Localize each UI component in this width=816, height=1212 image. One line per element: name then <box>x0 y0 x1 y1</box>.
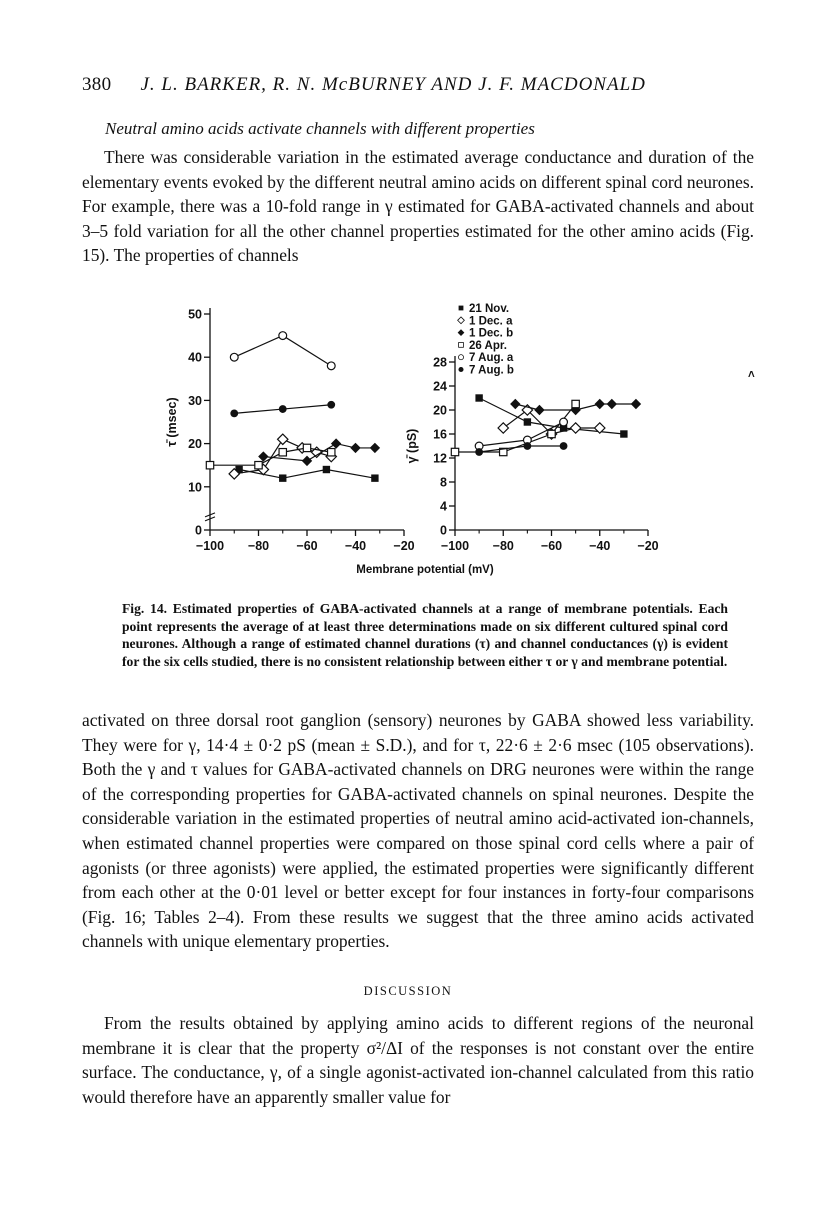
legend-label: 1 Dec. b <box>469 327 514 340</box>
y-tick-label: 0 <box>440 523 447 538</box>
data-point <box>524 418 531 425</box>
y-tick-label: 24 <box>433 379 447 394</box>
x-tick-label: −60 <box>296 539 318 553</box>
tau-chart <box>165 308 415 554</box>
data-point <box>230 409 238 417</box>
data-point <box>548 430 555 437</box>
x-tick-label: −40 <box>344 539 367 553</box>
data-point <box>475 394 482 401</box>
y-tick-label: 20 <box>188 437 202 452</box>
legend-marker <box>459 342 464 347</box>
data-point <box>279 474 286 481</box>
page-number: 380 <box>82 74 112 95</box>
figure-caption: Fig. 14. Estimated properties of GABA-activated channels at a range of membrane potentials. Each point represents the average of at least three determinations made on six different cultured spinal cord neurones. Although a range of estimated channel durations (τ) and channel conductances (γ) is evident for the six cells studied, there is no consistent relationship between either τ or γ and membrane potential. <box>122 601 728 669</box>
y-tick-label: 10 <box>188 480 202 495</box>
figure-14 <box>0 290 816 595</box>
data-point <box>279 405 287 413</box>
legend-label: 1 Dec. a <box>469 315 513 328</box>
legend-marker <box>458 317 465 324</box>
series-line-26-apr- <box>455 404 576 452</box>
legend-marker <box>459 306 464 311</box>
paragraph-2: activated on three dorsal root ganglion (sensory) neurones by GABA showed less variability. They were for γ, 14·4 ± 0·2 pS (mean ± S.D.), and for τ, 22·6 ± 2·6 msec (105 observations). Both the γ and τ values for GABA-activated channels on DRG neurones were within the range of the corresponding properties for GABA-activated channels on spinal neurones. Despite the considerable variation in the estimated properties of neutral amino acid-activated ion-channels, when estimated channel properties were compared on those spinal cord cells where a pair of agonists (or three agonists) were applied, the estimated properties were significantly different from each other at the 0·01 level or better except for four instances in forty-four comparisons (Fig. 16; Tables 2–4). From these results we suggest that the three amino acids activated channels with unique elementary properties. <box>82 710 754 952</box>
x-tick-label: −20 <box>393 539 415 553</box>
data-point <box>510 399 520 409</box>
legend-marker <box>458 367 463 372</box>
figure-14-svg <box>0 290 816 590</box>
data-point <box>572 400 579 407</box>
y-tick-label: 30 <box>188 393 202 408</box>
x-tick-label: −80 <box>492 539 514 553</box>
y-tick-label: 8 <box>440 475 447 490</box>
data-point <box>327 362 335 370</box>
legend <box>458 303 514 377</box>
series-line-7-aug-b <box>479 446 563 452</box>
data-point <box>370 443 380 453</box>
authors: J. L. BARKER, R. N. McBURNEY AND J. F. MACDONALD <box>140 74 646 95</box>
x-tick-label: −20 <box>637 539 659 553</box>
legend-label: 7 Aug. b <box>469 364 514 377</box>
running-header <box>82 74 646 96</box>
data-point <box>303 444 310 451</box>
legend-marker <box>458 355 463 360</box>
y-tick-label: 20 <box>433 403 447 418</box>
gamma-chart <box>405 356 659 554</box>
data-point <box>560 442 568 450</box>
x-tick-label: −40 <box>589 539 611 553</box>
data-point <box>371 474 378 481</box>
x-tick-label: −60 <box>540 539 563 553</box>
data-point <box>302 456 312 466</box>
data-point <box>328 449 335 456</box>
y-tick-label: 12 <box>433 451 447 466</box>
legend-label: 7 Aug. a <box>469 352 514 365</box>
data-point <box>534 405 544 415</box>
x-tick-label: −100 <box>440 539 470 553</box>
data-point <box>255 462 262 469</box>
data-point <box>475 448 483 456</box>
data-point <box>279 449 286 456</box>
y-tick-label: 28 <box>433 355 447 370</box>
data-point <box>230 353 238 361</box>
data-point <box>350 443 360 453</box>
data-point <box>451 448 458 455</box>
paragraph-3: From the results obtained by applying amino acids to different regions of the neuronal membrane it is clear that the property σ²/ΔI of the responses is not constant over the entire surface. The conductance, γ, of a single agonist-activated ion-channel calculated from this ratio would therefore have an apparently smaller value for <box>82 1013 754 1107</box>
data-point <box>331 438 341 448</box>
data-point <box>595 399 605 409</box>
y-axis-label: γ̄ (pS) <box>405 428 419 464</box>
x-axis-label: Membrane potential (mV) <box>356 564 494 576</box>
y-tick-label: 16 <box>433 427 447 442</box>
y-tick-label: 40 <box>188 350 202 365</box>
stray-mark: ˄ <box>748 369 755 381</box>
series-line-7-aug-a <box>234 336 331 366</box>
data-point <box>327 401 335 409</box>
y-axis-label: τ̄ (msec) <box>165 397 179 447</box>
data-point <box>523 442 531 450</box>
y-tick-label: 4 <box>440 499 447 514</box>
data-point <box>631 399 641 409</box>
legend-marker <box>458 329 465 336</box>
data-point <box>323 466 330 473</box>
discussion-heading: DISCUSSION <box>363 984 453 998</box>
data-point <box>560 418 568 426</box>
data-point <box>607 399 617 409</box>
x-tick-label: −100 <box>195 539 225 553</box>
legend-label: 21 Nov. <box>469 303 510 315</box>
legend-label: 26 Apr. <box>469 339 507 352</box>
y-tick-label: 0 <box>195 523 202 538</box>
data-point <box>570 423 580 433</box>
section-title: Neutral amino acids activate channels with different properties <box>105 119 535 138</box>
data-point <box>278 434 288 444</box>
data-point <box>498 423 508 433</box>
paragraph-1: There was considerable variation in the estimated average conductance and duration of the elementary events evoked by the different neutral amino acids on different spinal cord neurones. For example, there was a 10-fold range in γ estimated for GABA-activated channels and about 3–5 fold variation for all the other channel properties estimated for the other amino acids (Fig. 15). The properties of channels <box>82 147 754 266</box>
data-point <box>206 462 213 469</box>
x-tick-label: −80 <box>247 539 270 553</box>
data-point <box>620 430 627 437</box>
data-point <box>279 332 287 340</box>
y-tick-label: 50 <box>188 307 202 322</box>
